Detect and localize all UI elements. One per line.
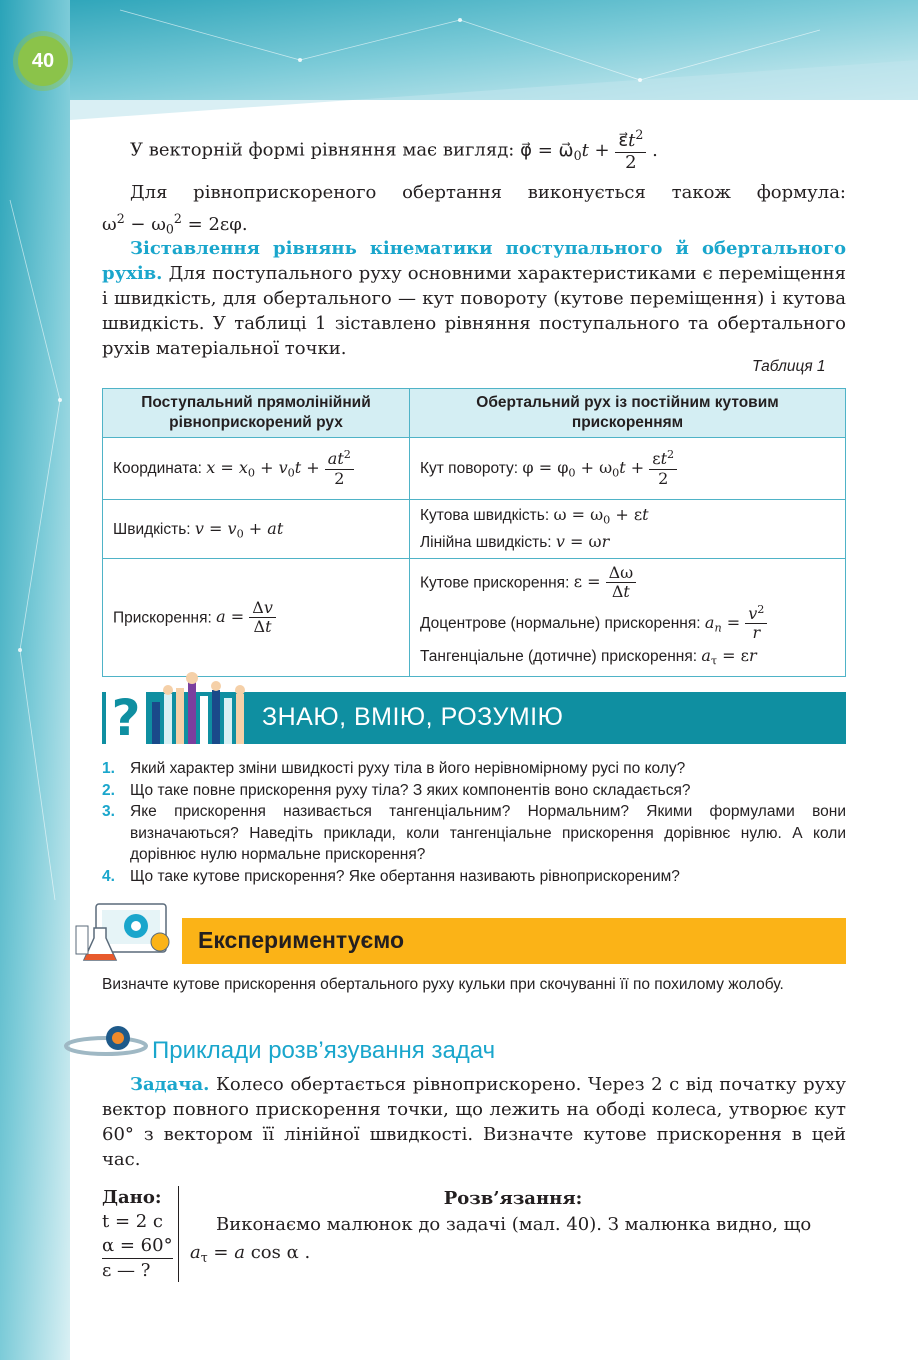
table-col2-header: Обертальний рух із постійним кутовим прискоренням	[410, 389, 846, 438]
solution-text: Виконаємо малюнок до задачі (мал. 40). З малюнка видно, що	[216, 1214, 812, 1235]
linear-velocity-label: Лінійна швидкість:	[420, 534, 552, 552]
vector-form-text: У векторній формі рівняння має вигляд:	[130, 139, 515, 161]
question-number: 2.	[102, 781, 115, 799]
znayu-title: ЗНАЮ, ВМІЮ, РОЗУМІЮ	[262, 703, 564, 731]
questions-list	[102, 758, 846, 887]
lab-equipment-icon	[74, 898, 184, 970]
raised-hands-icon	[148, 668, 248, 744]
task-text: Колесо обертається рівноприскорено. Через 2 с від початку руху вектор повного прискорення точки, що лежить на ободі колеса, утворює кут 60° з вектором її лінійної швидкості. Визначте кутове прискорення в цей час.	[102, 1074, 846, 1170]
acceleration-label: Прискорення:	[113, 609, 212, 627]
question-text: Яке прискорення називається тангенціальним? Нормальним? Якими формулами вони визначаються? Наведіть приклади, коли тангенціальне прискорення дорівнює нулю. А коли дорівнює нулю нормальне прискорення?	[130, 803, 846, 863]
table-cell	[410, 438, 846, 500]
uniform-text: Для рівноприскореного обертання виконується також формула:	[130, 182, 846, 203]
question-text: Що таке повне прискорення руху тіла? З яких компонентів воно складається?	[130, 781, 691, 799]
examples-title: Приклади розв’язування задач	[152, 1037, 496, 1064]
velocity-label: Швидкість:	[113, 520, 191, 538]
angular-velocity-label: Кутова швидкість:	[420, 507, 550, 524]
question-item	[102, 801, 846, 866]
table-row-velocity	[103, 500, 846, 559]
given-block	[102, 1186, 179, 1282]
rotation-angle-formula: $\varphi = \varphi_0 + \omega_0t$ + $\frac{\varepsilon t^2}{2}$	[522, 458, 677, 477]
question-number: 1.	[102, 760, 115, 777]
table-col1-header: Поступальний прямолінійний рівноприскорений рух	[103, 389, 410, 438]
uniform-formula: $\omega^2 - \omega_0^2 = 2\varepsilon\varphi$.	[102, 211, 248, 237]
question-mark-icon: ?	[106, 690, 146, 746]
given-header: Дано:	[102, 1187, 162, 1208]
table-caption: Таблиця 1	[752, 358, 826, 375]
acceleration-formula: a = $\frac{\Delta v}{\Delta t}$	[216, 607, 276, 626]
angular-velocity-formula: $\omega = \omega_0 + \varepsilon t$	[553, 505, 649, 527]
experiment-text: Визначте кутове прискорення обертального руху кульки при скочуванні її по похилому жолобу.	[102, 976, 784, 993]
given-find: ε — ?	[102, 1260, 151, 1281]
atom-orbit-icon	[62, 1024, 152, 1064]
comparison-heading: Зіставлення рівнянь кінематики поступального й обертального рухів.	[102, 238, 846, 284]
solution-formula: $a_\tau = a$ cos α .	[190, 1242, 311, 1265]
angular-acceleration-label: Кутове прискорення:	[420, 574, 570, 592]
rotation-angle-label: Кут повороту:	[420, 460, 519, 477]
kinematics-table	[102, 388, 846, 677]
question-text: Що таке кутове прискорення? Яке обертання називають рівноприскореним?	[130, 867, 680, 885]
normal-acceleration-formula: $a_n$ = $\frac{v^2}{r}$	[705, 613, 768, 632]
coordinate-formula: $x = x_0 + v_0t$ + $\frac{at^2}{2}$	[206, 458, 354, 477]
question-item	[102, 780, 846, 802]
vector-form-line	[130, 128, 830, 173]
velocity-formula: $v = v_0$ + at	[194, 518, 284, 540]
question-item	[102, 758, 846, 780]
question-number: 4.	[102, 867, 115, 885]
angular-acceleration-formula: ε = $\frac{\Delta\omega}{\Delta t}$	[574, 572, 636, 591]
linear-velocity-formula: v = ωr	[555, 532, 610, 552]
table-cell	[410, 559, 846, 677]
table-cell	[103, 438, 410, 500]
question-number: 3.	[102, 803, 115, 820]
question-item	[102, 866, 846, 888]
tangential-acceleration-formula: $a_\tau = \varepsilon r$	[701, 645, 757, 667]
table-header-row	[103, 389, 846, 438]
table-row-coordinate	[103, 438, 846, 500]
page-number-badge: 40	[18, 36, 68, 86]
task-paragraph	[102, 1072, 846, 1172]
table-cell	[103, 559, 410, 677]
comparison-text: Для поступального руху основними характеристиками є переміщення і швидкість, для обертального — кут повороту (кутове переміщення) і кутова швидкість. У таблиці 1 зіставлено рівняння поступального та обертального рухів матеріальної точки.	[102, 263, 846, 359]
given-t: t = 2 с	[102, 1211, 164, 1232]
comparison-paragraph	[102, 236, 846, 361]
table-row-acceleration	[103, 559, 846, 677]
given-alpha: α = 60°	[102, 1234, 173, 1259]
experiment-title: Експериментуємо	[198, 927, 405, 953]
table-cell	[103, 500, 410, 559]
vector-form-formula: φ⃗ = $\omega⃗_0t$ + $\frac{\varepsilon⃗t^2}{2}$ .	[520, 127, 658, 173]
normal-acceleration-label: Доцентрове (нормальне) прискорення:	[420, 614, 701, 632]
question-text: Який характер зміни швидкості руху тіла в його нерівномірному русі по колу?	[130, 760, 686, 777]
table-cell	[410, 500, 846, 559]
coordinate-label: Координата:	[113, 460, 202, 477]
tangential-acceleration-label: Тангенціальне (дотичне) прискорення:	[420, 647, 698, 665]
solution-header: Розв’язання:	[443, 1188, 583, 1209]
task-label: Задача.	[130, 1074, 210, 1095]
